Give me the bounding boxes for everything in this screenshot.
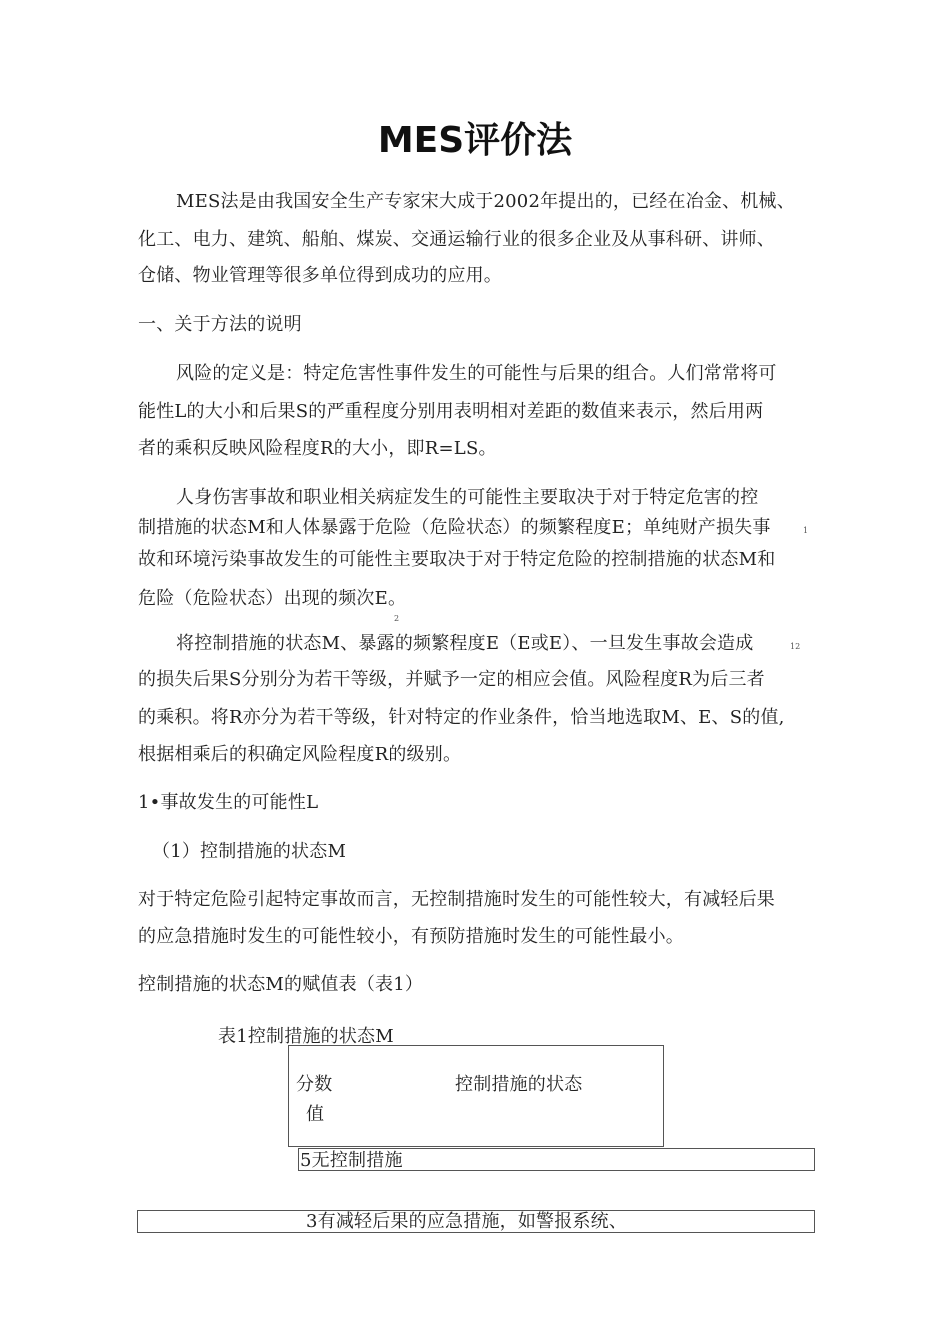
header-state: 控制措施的状态 xyxy=(455,1074,583,1095)
superscript-note: 1 xyxy=(803,526,809,535)
injury-line-1: 人身伤害事故和职业相关病症发生的可能性主要取决于对于特定危害的控 xyxy=(176,487,759,508)
table-row-1: 5无控制措施 xyxy=(300,1150,403,1171)
injury-line-2: 制措施的状态M和人体暴露于危险（危险状态）的频繁程度E；单纯财产损失事 xyxy=(138,517,771,538)
page-title: MES评价法 xyxy=(377,120,573,161)
intro-line-2: 化工、电力、建筑、船舶、煤炭、交通运输行业的很多企业及从事科研、讲师、 xyxy=(138,229,775,250)
injury-line-3: 故和环境污染事故发生的可能性主要取决于对于特定危险的控制措施的状态M和 xyxy=(138,549,776,570)
section-heading: 一、关于方法的说明 xyxy=(138,314,302,335)
header-score-cont: 值 xyxy=(306,1104,325,1125)
table-caption: 表1控制措施的状态M xyxy=(218,1026,394,1047)
control-line-2: 的应急措施时发生的可能性较小，有预防措施时发生的可能性最小。 xyxy=(138,926,684,947)
grade-line-2: 的损失后果S分别分为若干等级，并赋予一定的相应会值。风险程度R为后三者 xyxy=(138,669,765,690)
header-score: 分数 xyxy=(296,1074,333,1095)
superscript-note: 2 xyxy=(394,614,400,623)
grade-line-3: 的乘积。将R亦分为若干等级，针对特定的作业条件，恰当地选取M、E、S的值, xyxy=(138,707,785,728)
risk-line-3: 者的乘积反映风险程度R的大小，即R=LS。 xyxy=(138,438,497,459)
injury-line-4: 危险（危险状态）出现的频次E。 xyxy=(138,588,407,609)
likelihood-heading: 1•事故发生的可能性L xyxy=(138,792,319,813)
table-reference: 控制措施的状态M的赋值表（表1） xyxy=(138,974,424,995)
superscript-note: 12 xyxy=(790,642,801,651)
control-heading: （1）控制措施的状态M xyxy=(152,841,347,862)
intro-line-1: MES法是由我国安全生产专家宋大成于2002年提出的，已经在冶金、机械、 xyxy=(176,191,795,212)
intro-line-3: 仓储、物业管理等很多单位得到成功的应用。 xyxy=(138,265,502,286)
control-line-1: 对于特定危险引起特定事故而言，无控制措施时发生的可能性较大，有减轻后果 xyxy=(138,889,775,910)
risk-line-2: 能性L的大小和后果S的严重程度分别用表明相对差距的数值来表示，然后用两 xyxy=(138,401,764,422)
grade-line-1: 将控制措施的状态M、暴露的频繁程度E（E或E）、一旦发生事故会造成 xyxy=(176,633,754,654)
table-row-2: 3有减轻后果的应急措施，如警报系统、 xyxy=(306,1211,628,1232)
grade-line-4: 根据相乘后的积确定风险程度R的级别。 xyxy=(138,744,462,765)
risk-line-1: 风险的定义是：特定危害性事件发生的可能性与后果的组合。人们常常将可 xyxy=(176,363,777,384)
